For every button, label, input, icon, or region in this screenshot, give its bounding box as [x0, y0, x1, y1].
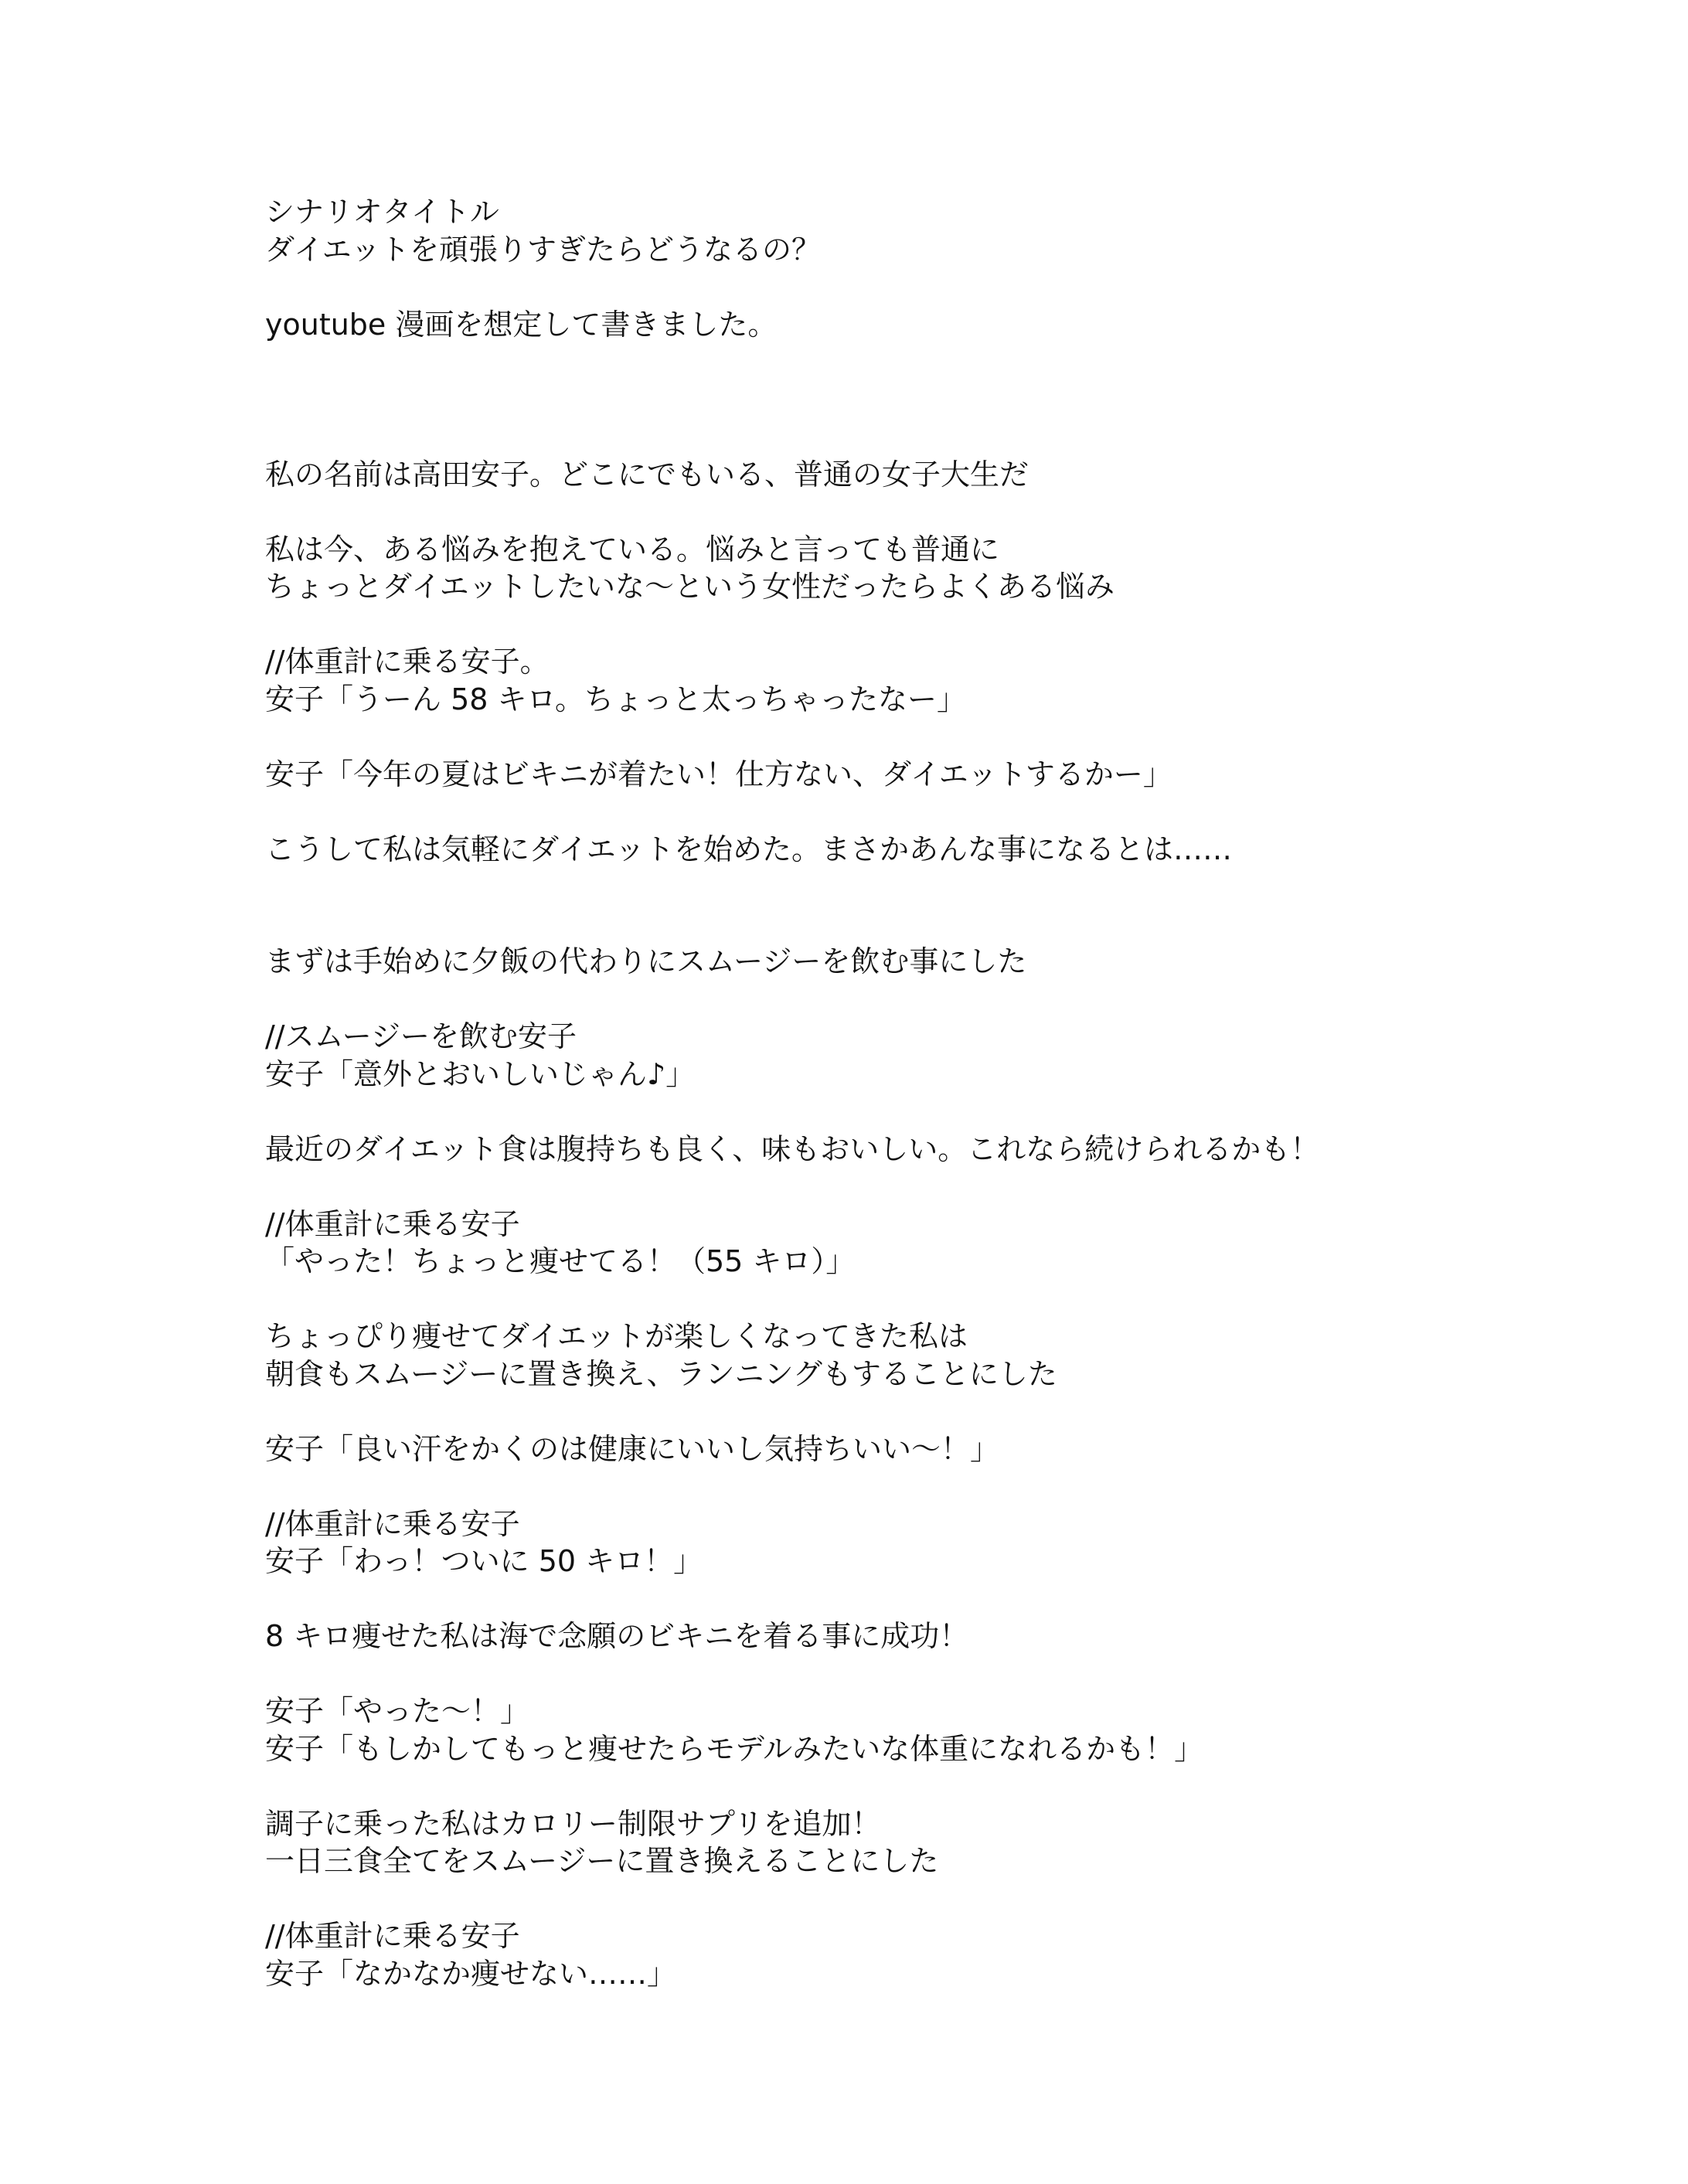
text-line: 最近のダイエット食は腹持ちも良く、味もおいしい。これなら続けられるかも！	[265, 1131, 1320, 1166]
blank-line	[265, 493, 1424, 531]
text-line: 一日三食全てをスムージーに置き換えることにした	[265, 1844, 939, 1878]
blank-line	[265, 606, 1424, 644]
blank-line	[265, 1580, 1424, 1618]
blank-line	[265, 1468, 1424, 1505]
blank-line	[265, 1393, 1424, 1430]
text-line: //体重計に乗る安子	[265, 1206, 520, 1241]
blank-line	[265, 268, 1424, 306]
text-line: 私の名前は高田安子。どこにでもいる、普通の女子大生だ	[265, 457, 1029, 492]
text-line: まずは手始めに夕飯の代わりにスムージーを飲む事にした	[265, 944, 1027, 978]
text-line: 「やった！ちょっと痩せてる！（55 キロ）」	[265, 1244, 856, 1278]
blank-line	[265, 981, 1424, 1019]
blank-line	[265, 1767, 1424, 1805]
text-line: ちょっとダイエットしたいな～という女性だったらよくある悩み	[265, 570, 1115, 604]
text-line: こうして私は気軽にダイエットを始めた。まさかあんな事になるとは……	[265, 832, 1232, 866]
text-line: 安子「わっ！ついに 50 キロ！」	[265, 1544, 703, 1578]
text-line: 安子「やった～！」	[265, 1694, 530, 1728]
text-line: 安子「良い汗をかくのは健康にいいし気持ちいい～！」	[265, 1431, 1000, 1466]
text-line: 安子「なかなか痩せない……」	[265, 1956, 677, 1991]
text-line: 8 キロ痩せた私は海で念願のビキニを着る事に成功！	[265, 1619, 969, 1653]
blank-line	[265, 343, 1424, 381]
text-line: 安子「もしかしてもっと痩せたらモデルみたいな体重になれるかも！」	[265, 1731, 1204, 1766]
blank-line	[265, 381, 1424, 419]
text-line: 私は今、ある悩みを抱えている。悩みと言っても普通に	[265, 532, 1000, 566]
text-line: ちょっぴり痩せてダイエットが楽しくなってきた私は	[265, 1319, 968, 1353]
blank-line	[265, 793, 1424, 831]
text-line: //体重計に乗る安子	[265, 1506, 520, 1541]
blank-line	[265, 718, 1424, 756]
text-line: 調子に乗った私はカロリー制限サプリを追加！	[265, 1806, 881, 1841]
blank-line	[265, 1655, 1424, 1693]
scenario-text	[265, 193, 1424, 1992]
text-line: シナリオタイトル	[265, 195, 499, 229]
blank-line	[265, 1093, 1424, 1131]
blank-line	[265, 1880, 1424, 1918]
text-line: ダイエットを頑張りすぎたらどうなるの？	[265, 232, 821, 267]
text-line: //体重計に乗る安子	[265, 1919, 520, 1953]
blank-line	[265, 868, 1424, 906]
blank-line	[265, 906, 1424, 944]
blank-line	[265, 418, 1424, 456]
text-line: //スムージーを飲む安子	[265, 1019, 577, 1053]
text-line: 朝食もスムージーに置き換え、ランニングもすることにした	[265, 1356, 1057, 1391]
text-line: 安子「今年の夏はビキニが着たい！仕方ない、ダイエットするかー」	[265, 757, 1172, 791]
blank-line	[265, 1281, 1424, 1318]
text-line: 安子「意外とおいしいじゃん♪」	[265, 1056, 696, 1091]
text-line: 安子「うーん 58 キロ。ちょっと太っちゃったなー」	[265, 682, 966, 716]
text-line: //体重計に乗る安子。	[265, 645, 550, 679]
blank-line	[265, 1168, 1424, 1206]
text-line: youtube 漫画を想定して書きました。	[265, 307, 778, 342]
